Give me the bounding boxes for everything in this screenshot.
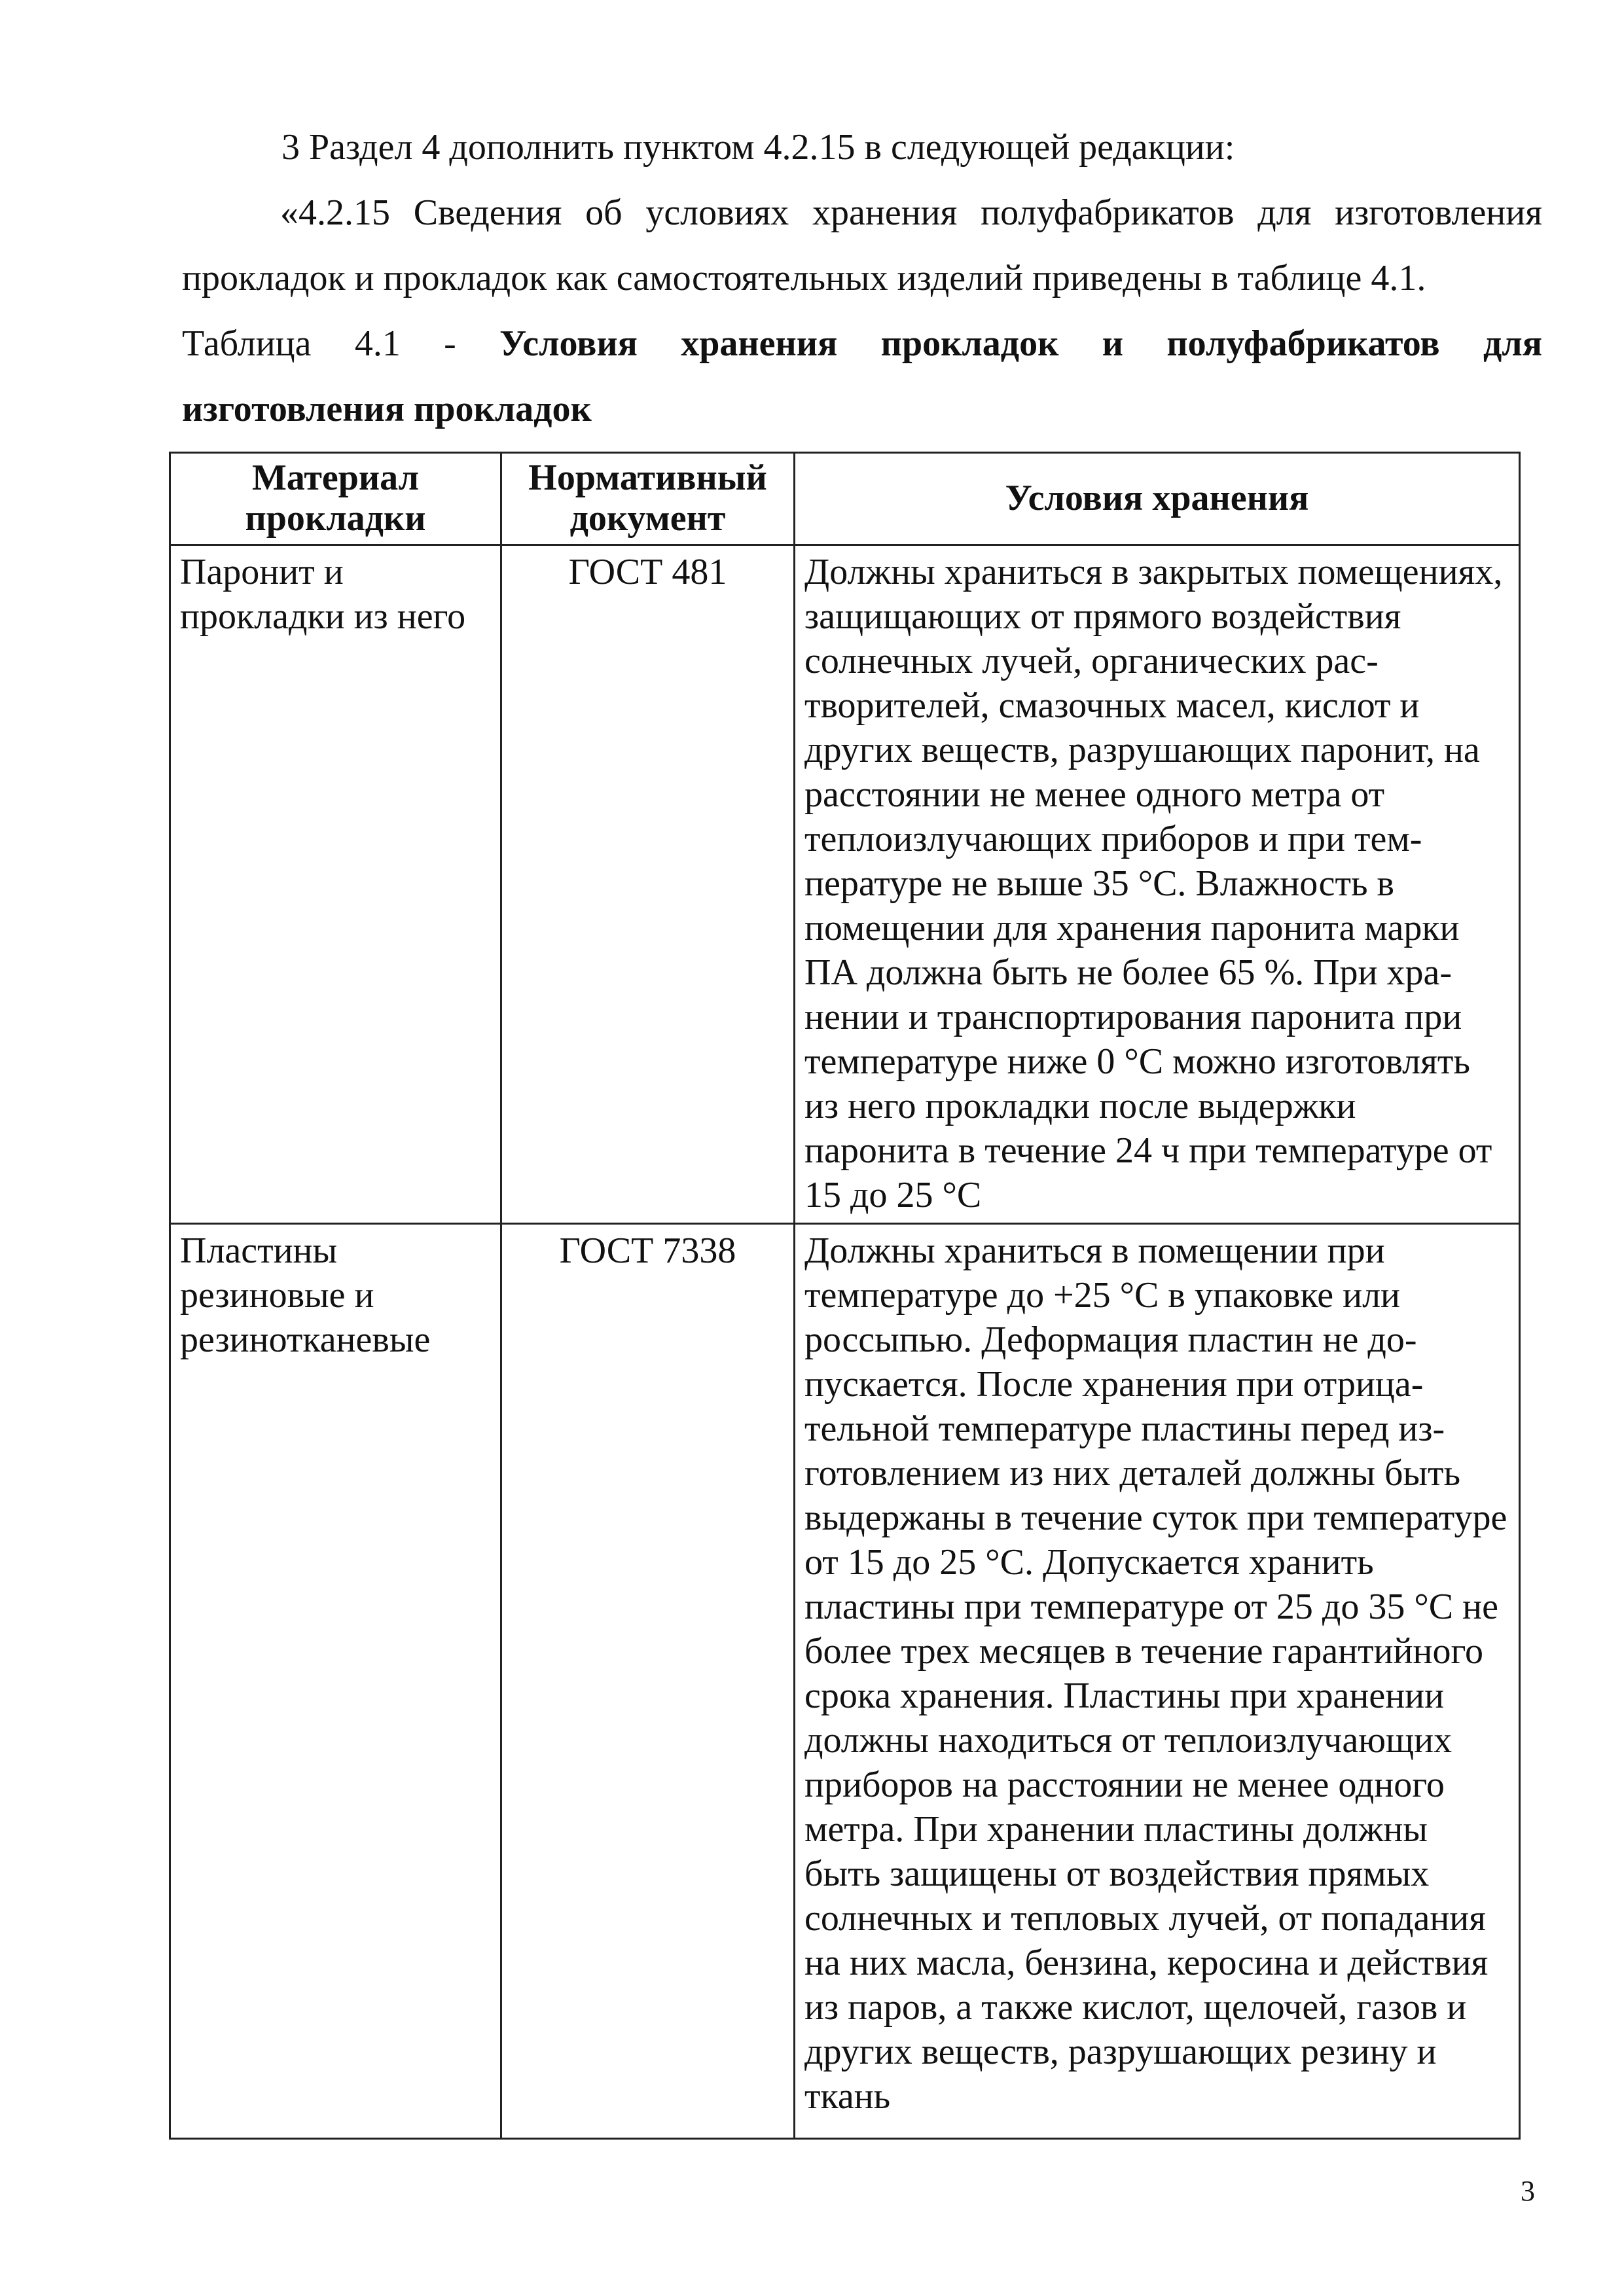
clause-4-2-15-text: «4.2.15 Сведения об условиях хранения полуфабрикатов для изготовления прокладок и прокладок как самостоятельных изделий приведены в таблице 4.1. — [182, 192, 1542, 298]
cell-document: ГОСТ 7338 — [501, 1224, 795, 2139]
cell-conditions: Должны храниться в помещении при температуре до +25 °С в упаковке или россыпью. Деформация пластин не допускается. После хранения при отрицательной температуре пластины перед изготовлением из них деталей должны быть выдержаны в течение суток при температуре от 15 до 25 °С. Допускается хранить пластины при температуре от 25 до 35 °С не более трех месяцев в течение гарантийного срока хранения. Пластины при хранении должны находиться от теплоизлучающих приборов на расстоянии не менее одного метра. При хранении пластины должны быть защищены от воздействия прямых солнечных и тепловых лучей, от попадания на них масла, бензина, керосина и действия из паров, а также кислот, щелочей, газов и других веществ, разрушающих резину и ткань — [795, 1224, 1520, 2139]
cell-material: Паронит и прокладки из него — [170, 545, 501, 1224]
header-conditions: Условия хранения — [795, 453, 1520, 545]
amendment-intro: 3 Раздел 4 дополнить пунктом 4.2.15 в следующей редакции: — [281, 127, 1235, 168]
table-row — [170, 1224, 1520, 2139]
table-row — [170, 545, 1520, 1224]
table-caption — [182, 311, 1542, 376]
cell-document: ГОСТ 481 — [501, 545, 795, 1224]
page-number: 3 — [1521, 2175, 1535, 2207]
header-material: Материал прокладки — [170, 453, 501, 545]
header-document: Нормативный документ — [501, 453, 795, 545]
table-caption-title: Условия хранения прокладок и полуфабрикатов для — [499, 323, 1542, 364]
storage-conditions-table — [169, 452, 1521, 2140]
cell-material: Пластины резиновые и резинотканевые — [170, 1224, 501, 2139]
table-caption-title-continued: изготовления прокладок — [182, 389, 592, 429]
table-caption-label: Таблица 4.1 - — [182, 323, 500, 364]
table-header-row — [170, 453, 1520, 545]
cell-conditions: Должны храниться в закрытых помещениях, защищающих от прямого воздействия солнечных лучей, органических растворителей, смазочных масел, кислот и других веществ, разрушающих паронит, на расстоянии не менее одного метра от теплоизлучающих приборов и при температуре не выше 35 °С. Влажность в помещении для хранения паронита марки ПА должна быть не более 65 %. При хранении и транспортирования паронита при температуре ниже 0 °С можно изготовлять из него прокладки после выдержки паронита в течение 24 ч при температуре от 15 до 25 °С — [795, 545, 1520, 1224]
